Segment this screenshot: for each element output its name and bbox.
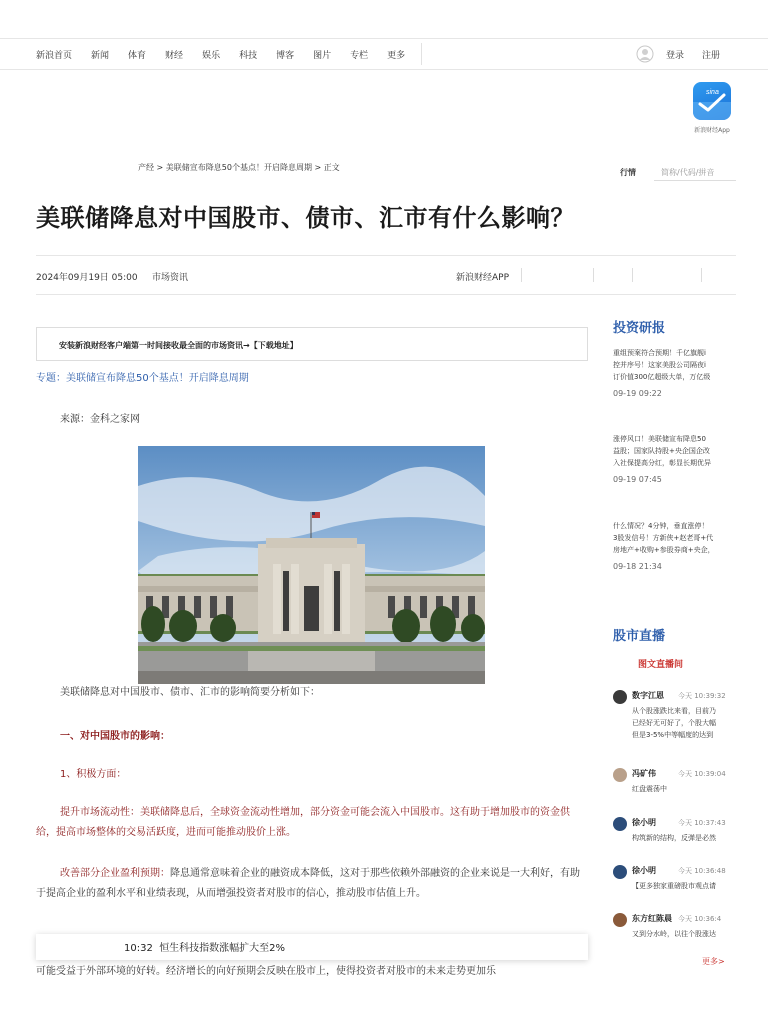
login-link[interactable]: 登录: [666, 51, 685, 61]
live-text-line: 又到分水岭，以往个股涨达: [632, 930, 716, 938]
research-section-title[interactable]: 投资研报: [613, 321, 666, 336]
meta-divider: [701, 268, 702, 282]
live-text: [632, 832, 716, 844]
live-author: 徐小明: [632, 818, 656, 827]
avatar: [613, 768, 627, 782]
research-item-line: 什么情况？4分钟，垂直涨停！: [613, 522, 709, 530]
live-text-line: 已经好无可好了，个股大幅: [632, 719, 716, 727]
app-link[interactable]: 新浪财经APP: [456, 273, 510, 283]
paragraph-earnings: [36, 864, 588, 904]
live-author: 徐小明: [632, 866, 656, 875]
topic-link[interactable]: 专题：美联储宣布降息50个基点！开启降息周期: [36, 373, 249, 384]
breadcrumb[interactable]: 产经 > 美联储宣布降息50个基点！开启降息周期 > 正文: [138, 163, 340, 172]
live-text-line: 红盘震荡中: [632, 785, 667, 793]
fed-building-illustration: [138, 446, 485, 684]
article-source-line: 来源：金科之家网: [60, 414, 140, 425]
live-text: [632, 705, 716, 741]
avatar: [613, 690, 627, 704]
nav-item-news[interactable]: 新闻: [91, 50, 110, 61]
live-text-line: 【更多独家重磅股市观点请: [632, 882, 716, 890]
subheading-positive: 1、积极方面：: [60, 769, 127, 780]
sina-finance-app-logo: [693, 82, 731, 120]
paragraph-earnings-lead: 改善部分企业盈利预期：: [60, 868, 170, 879]
research-item-line: 控并序号！这家美股公司隔夜i: [613, 361, 706, 369]
paragraph-liquidity: 提升市场流动性：美联储降息后，全球资金流动性增加，部分资金可能会流入中国股市。这有助于增加股市的资金供给，提高市场整体的交易活跃度，进而可能推动股价上涨。: [36, 807, 570, 838]
meta-divider: [632, 268, 633, 282]
news-ticker[interactable]: [36, 934, 588, 960]
research-item-time: 09-19 07:45: [613, 475, 662, 484]
live-time: 今天 10:39:04: [678, 770, 726, 778]
research-item-line: 3股发信号！方新侠+赵老哥+代: [613, 534, 714, 542]
article-intro: 美联储降息对中国股市、债市、汇市的影响简要分析如下：: [60, 687, 320, 698]
federal-reserve-building-image: [138, 446, 485, 684]
user-avatar-icon[interactable]: [636, 45, 654, 63]
nav-item-columns[interactable]: 专栏: [350, 50, 369, 61]
avatar: [613, 913, 627, 927]
avatar: [613, 865, 627, 879]
research-item-time: 09-18 21:34: [613, 562, 662, 571]
research-item-line: 房地产+收购+参股券商+央企，: [613, 546, 715, 554]
live-text: [632, 928, 716, 940]
article-meta-bar: [36, 255, 736, 295]
avatar: [613, 817, 627, 831]
publish-date: 2024年09月19日 05:00: [36, 273, 138, 283]
live-text: [632, 783, 667, 795]
ticker-text[interactable]: 恒生科技指数涨幅扩大至2%: [159, 943, 286, 954]
research-item-line: 涨停风口！美联储宣布降息50: [613, 435, 706, 443]
source-link[interactable]: 市场资讯: [152, 273, 189, 283]
nav-item-entertainment[interactable]: 娱乐: [202, 50, 221, 61]
research-item[interactable]: [613, 433, 736, 484]
ticker-time: 10:32: [124, 943, 153, 954]
section-heading-stock-market: 一、对中国股市的影响：: [60, 731, 170, 742]
quote-label: 行情: [620, 168, 636, 177]
research-item[interactable]: [613, 520, 736, 571]
paragraph-earnings-body: 降息通常意味着企业的融资成本降低，这对于那些依赖外部融资的企业来说是一大利好，有助于提高企业的盈利水平和业绩表现，从而增强投资者对股市的信心，推动股市估值上升。: [36, 868, 580, 899]
nav-item-pictures[interactable]: 图片: [313, 50, 332, 61]
live-author: 冯矿伟: [632, 769, 656, 778]
article-title: 美联储降息对中国股市、债市、汇市有什么影响？: [36, 204, 575, 232]
meta-divider: [521, 268, 522, 282]
nav-item-sports[interactable]: 体育: [128, 50, 147, 61]
register-link[interactable]: 注册: [702, 51, 721, 61]
live-text-line: 从个股涨跌比来看，目前乃: [632, 707, 716, 715]
live-time: 今天 10:36:4: [678, 915, 722, 923]
live-text-line: 构筑新的结构，反弹是必然: [632, 834, 716, 842]
nav-item-home[interactable]: 新浪首页: [36, 50, 73, 61]
live-text-line: 但是3-5%中等幅度的达到: [632, 731, 714, 739]
research-item-line: 订价值300亿超级大单，万亿级: [613, 373, 711, 381]
research-item-line: 入社保提高分红，彰显长期优异: [613, 459, 711, 467]
app-download-promo[interactable]: [688, 82, 736, 140]
app-logo-graphic-icon: [693, 82, 731, 120]
nav-menu: [36, 39, 424, 69]
nav-item-blog[interactable]: 博客: [276, 50, 295, 61]
quote-search-input[interactable]: 简称/代码/拼音: [654, 161, 736, 181]
paragraph-continued: 可能受益于外部环境的好转。经济增长的向好预期会反映在股市上，使得投资者对股市的未来走势更加乐: [36, 966, 496, 977]
live-time: 今天 10:39:32: [678, 692, 726, 700]
nav-item-more[interactable]: 更多: [387, 50, 406, 61]
more-link[interactable]: 更多>: [702, 957, 725, 966]
live-tab-graphic[interactable]: 图文直播间: [638, 660, 684, 670]
live-section-title[interactable]: 股市直播: [613, 629, 666, 644]
nav-divider: [421, 43, 422, 65]
live-author: 数字江恩: [632, 691, 664, 700]
top-nav-bar: [0, 38, 768, 70]
research-item-time: 09-19 09:22: [613, 389, 662, 398]
nav-item-finance[interactable]: 财经: [165, 50, 184, 61]
live-time: 今天 10:37:43: [678, 819, 726, 827]
live-text: [632, 880, 716, 892]
nav-item-tech[interactable]: 科技: [239, 50, 258, 61]
install-app-banner[interactable]: 安装新浪财经客户端第一时间接收最全面的市场资讯→【下载地址】: [36, 327, 588, 361]
research-item-line: 重组预案符合预期！千亿旗舰i: [613, 349, 706, 357]
meta-divider: [593, 268, 594, 282]
app-caption: 新浪财经App: [694, 127, 730, 134]
app-logo-wordmark: sina: [706, 89, 719, 96]
live-feed: [613, 690, 736, 955]
live-author: 东方红陈晨: [632, 914, 672, 923]
live-time: 今天 10:36:48: [678, 867, 726, 875]
research-item[interactable]: [613, 347, 736, 398]
research-item-line: 益股；国家队持股+央企国企改: [613, 447, 710, 455]
